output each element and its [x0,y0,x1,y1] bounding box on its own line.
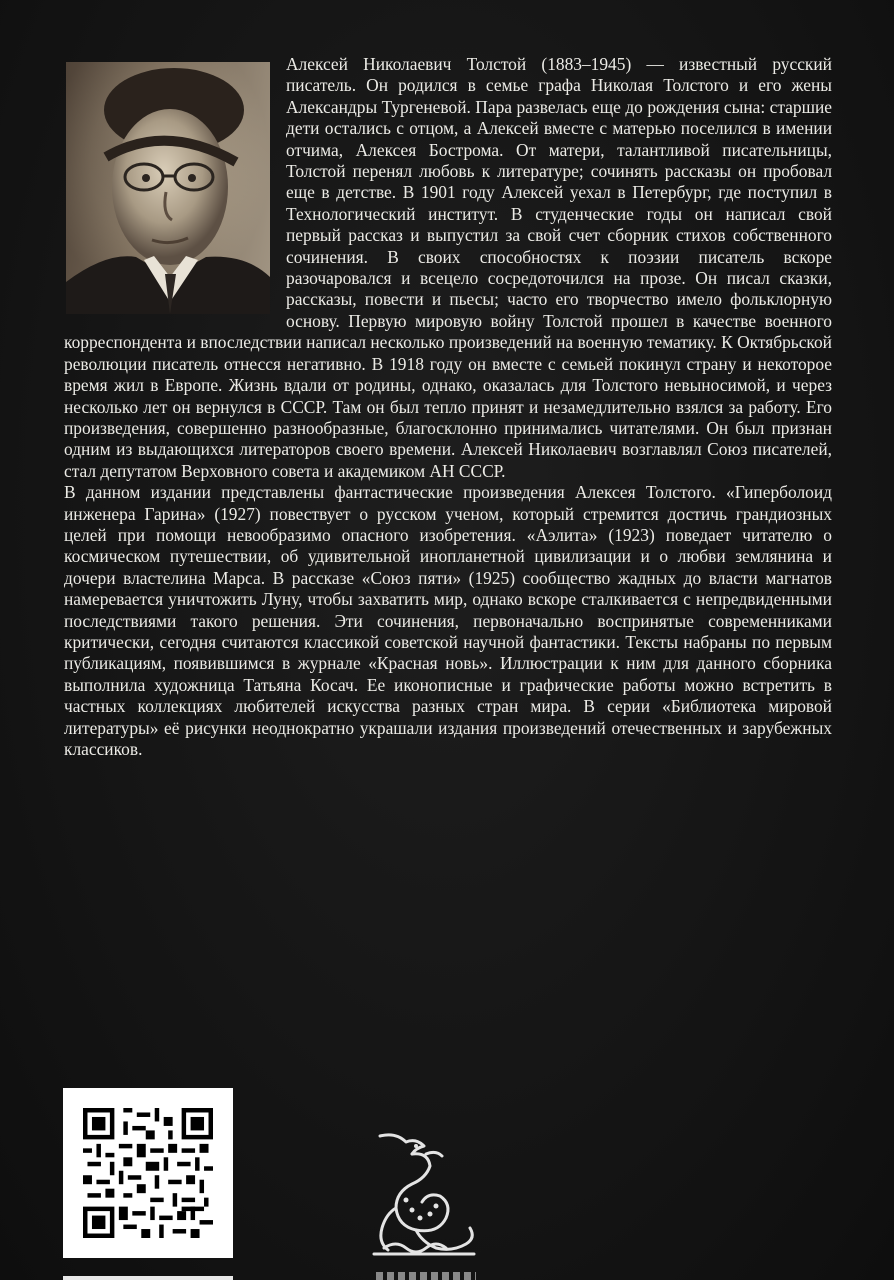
qr-code-icon [63,1088,233,1258]
edition-paragraph: В данном издании представлены фантастические произведения Алексея Толстого. «Гиперболоид инженера Гарина» (1927) повествует о русском ученом, который стремится достичь грандиозных целей при помощи невообразимо опасного изобретения. «Аэлита» (1923) поведает читателю о космическом путешествии, об удивительной инопланетной цивилизации и о любви землянина и дочери властелина Марса. В рассказе «Союз пяти» (1925) сообщество жадных до власти магнатов намеревается уничтожить Луну, чтобы захватить мир, однако вскоре сталкивается с непредвиденными последствиями такого решения. Эти сочинения, первоначально воспринятые современниками критически, сегодня считаются классикой советской научной фантастики. Тексты набраны по первым публикациям, появившимся в журнале «Красная новь». Иллюстрации к ним для данного сборника выполнила художница Татьяна Косач. Ее иконописные и графические работы можно встретить в частных коллекциях любителей искусства разных стран мира. В серии «Библиотека мировой литературы» её рисунки неоднократно украшали издания произведений отечественных и зарубежных классиков. [64,482,832,759]
bottom-edge-mark [376,1272,476,1280]
bottom-edge-bar [63,1276,233,1280]
description-text [64,54,832,760]
bio-paragraph: Алексей Николаевич Толстой (1883–1945) — известный русский писатель. Он родился в семье графа Николая Толстого и его жены Александры Тургеневой. Пара развелась еще до рождения сына: старшие дети остались с отцом, а Алексей вместе с матерью поселился в имении отчима, Алексея Бострома. От матери, талантливой писательницы, Толстой перенял любовь к литературе; сочинять рассказы он пробовал еще в детстве. В 1901 году Алексей уехал в Петербург, где поступил в Технологический институт. В студенческие годы он написал свой первый рассказ и выпустил за свой счет сборник стихов собственного сочинения. В своих способностях к поэзии писатель вскоре разочаровался и всецело сосредоточился на прозе. Он писал сказки, рассказы, повести и пьесы; часто его творчество имело фольклорную основу. Первую мировую войну Толстой прошел в качестве военного корреспондента и впоследствии написал несколько произведений на военную тематику. К Октябрьской революции писатель отнесся негативно. В 1918 году он вместе с семьей покинул страну и некоторое время жил в Европе. Жизнь вдали от родины, однако, оказалась для Толстого невыносимой, и через несколько лет он вернулся в СССР. Там он был тепло принят и незамедлительно взялся за работу. Его произведения, совершенно разнообразные, благосклонно принимались читателями. Он был признан одним из выдающихся литераторов своего времени. Алексей Николаевич возглавлял Союз писателей, стал депутатом Верховного совета и академиком АН СССР. [64,54,832,481]
portrait-spacer [64,54,286,324]
dragon-emblem-icon [366,1130,482,1260]
